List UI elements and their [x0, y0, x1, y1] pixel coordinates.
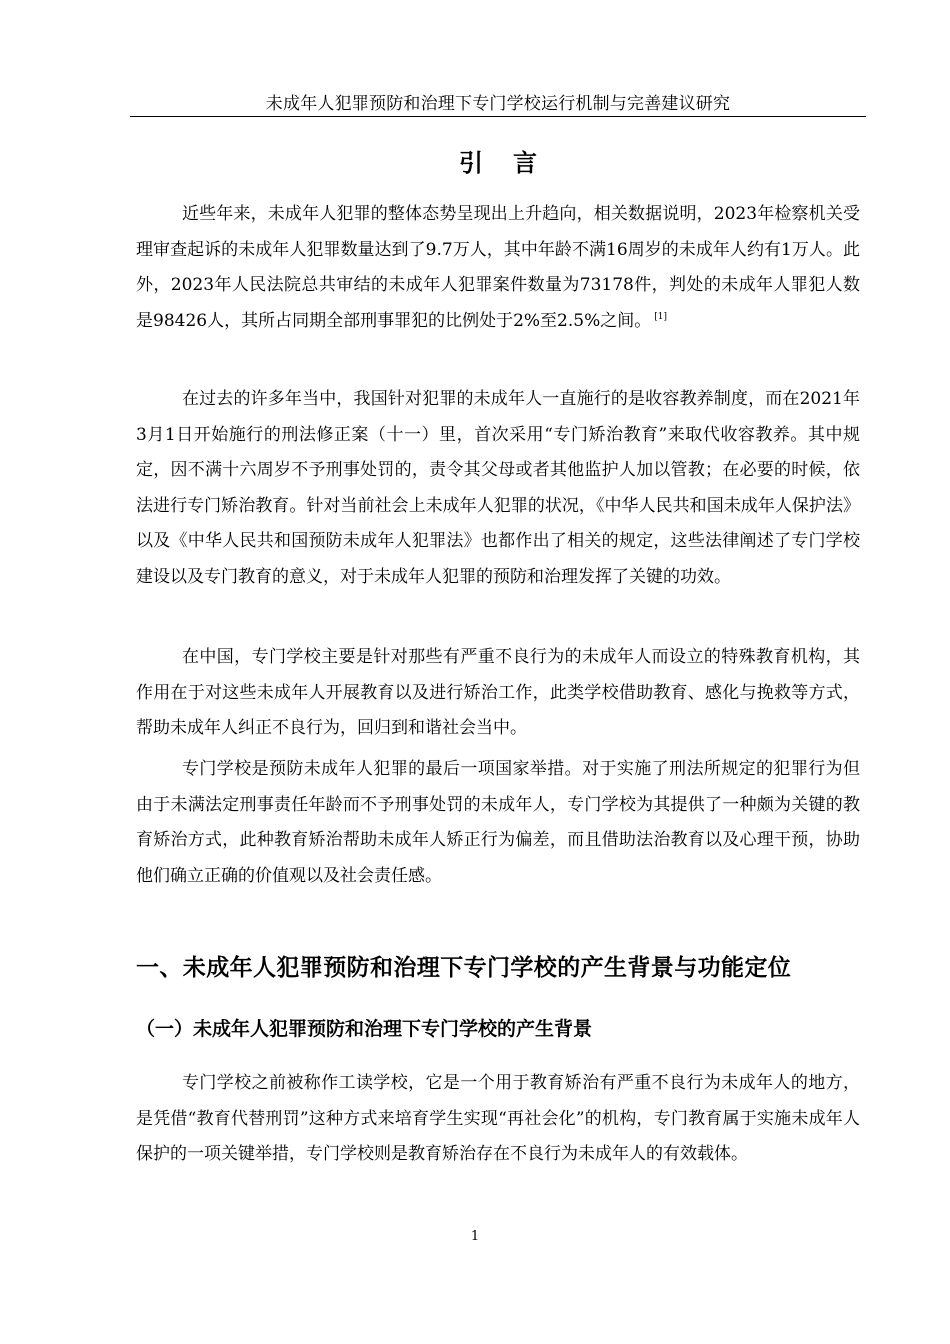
intro-paragraph-3: 在中国，专门学校主要是针对那些有严重不良行为的未成年人而设立的特殊教育机构，其作用在于对这些未成年人开展教育以及进行矫治工作，此类学校借助教育、感化与挽救等方式，帮助未成年人纠正不良行为，回归到和谐社会当中。	[136, 647, 860, 739]
header-rule	[130, 116, 866, 117]
citation-ref: [1]	[654, 311, 667, 322]
subsection-paragraph: 专门学校之前被称作工读学校，它是一个用于教育矫治有严重不良行为未成年人的地方，是凭借“教育代替刑罚”这种方式来培育学生实现“再社会化”的机构，专门教育属于实施未成年人保护的一项关键举措，专门学校则是教育矫治存在不良行为未成年人的有效载体。	[136, 1073, 860, 1165]
intro-paragraph-2: 在过去的许多年当中，我国针对犯罪的未成年人一直施行的是收容教养制度，而在2021年3月1日开始施行的刑法修正案（十一）里，首次采用“专门矫治教育”来取代收容教养。其中规定，因不满十六周岁不予刑事处罚的，责令其父母或者其他监护人加以管教；在必要的时候，依法进行专门矫治教育。针对当前社会上未成年人犯罪的状况，《中华人民共和国未成年人保护法》以及《中华人民共和国预防未成年人犯罪法》也都作出了相关的规定，这些法律阐述了专门学校建设以及专门教育的意义，对于未成年人犯罪的预防和治理发挥了关键的功效。	[136, 389, 860, 587]
paragraph-text: 近些年来，未成年人犯罪的整体态势呈现出上升趋向，相关数据说明，2023年检察机关受理审查起诉的未成年人犯罪数量达到了9.7万人，其中年龄不满16周岁的未成年人约有1万人。此外，2023年人民法院总共审结的未成年人犯罪案件数量为73178件，判处的未成年人罪犯人数是98426人，其所占同期全部刑事罪犯的比例处于2%至2.5%之间。	[136, 204, 860, 331]
subsection-heading: （一）未成年人犯罪预防和治理下专门学校的产生背景	[136, 1018, 593, 1040]
page-title: 引言	[459, 149, 567, 177]
intro-paragraph-1	[136, 197, 860, 339]
page-number: 1	[470, 1229, 480, 1244]
section-heading: 一、未成年人犯罪预防和治理下专门学校的产生背景与功能定位	[136, 955, 792, 981]
running-header: 未成年人犯罪预防和治理下专门学校运行机制与完善建议研究	[265, 94, 731, 114]
intro-paragraph-4: 专门学校是预防未成年人犯罪的最后一项国家举措。对于实施了刑法所规定的犯罪行为但由于未满法定刑事责任年龄而不予刑事处罚的未成年人，专门学校为其提供了一种颇为关键的教育矫治方式，此种教育矫治帮助未成年人矫正行为偏差，而且借助法治教育以及心理干预，协助他们确立正确的价值观以及社会责任感。	[136, 759, 860, 886]
